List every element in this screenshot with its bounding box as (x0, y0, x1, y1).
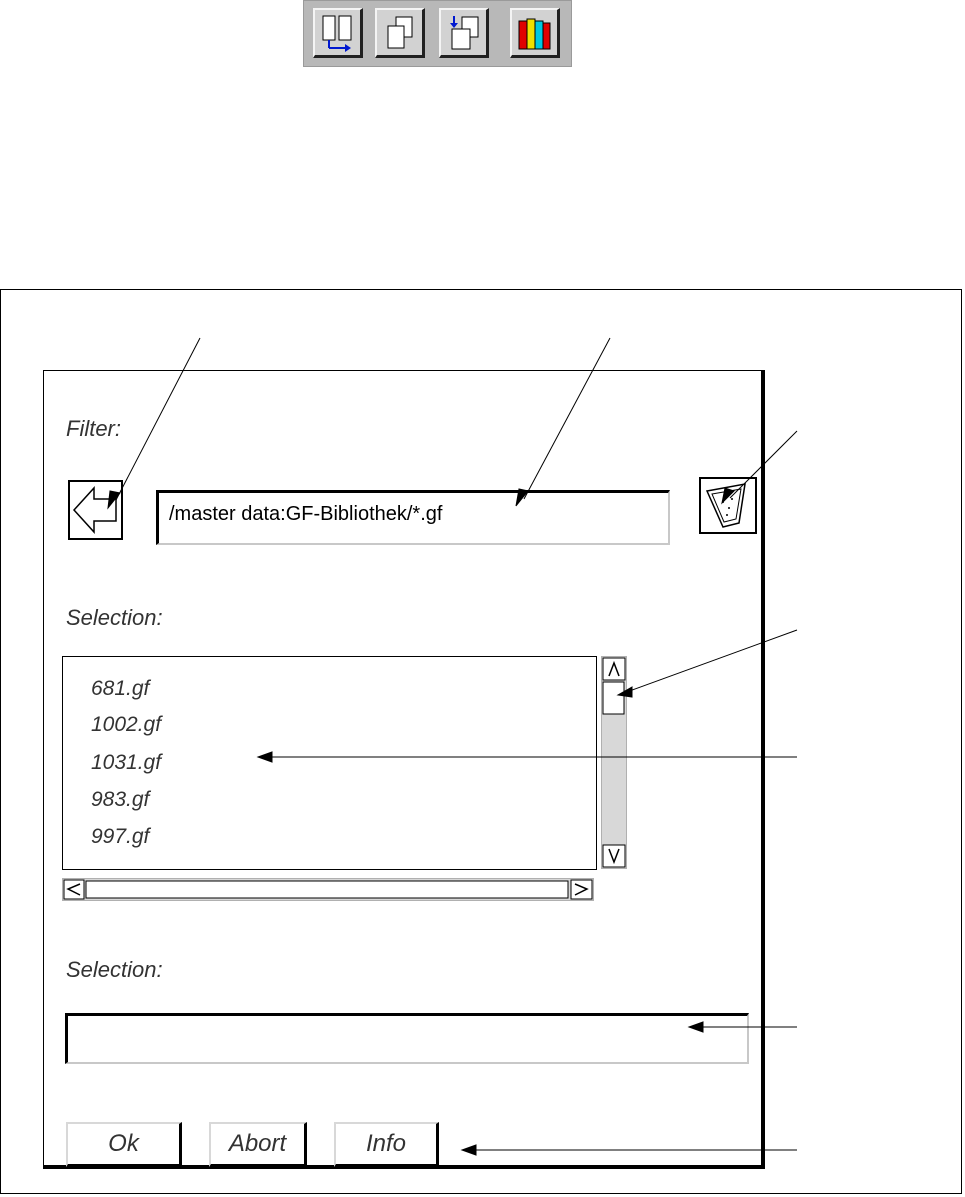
pointer-line-back-button (116, 338, 200, 500)
abort-button[interactable]: Abort (209, 1122, 307, 1167)
arrowhead (689, 1022, 703, 1032)
filter-input-value: /master data:GF-Bibliothek/*.gf (169, 503, 443, 525)
pointer-line-trash (730, 431, 797, 498)
list-item[interactable]: 983.gf (91, 788, 150, 811)
list-item[interactable]: 681.gf (91, 677, 150, 700)
arrowhead (258, 752, 272, 762)
arrowhead (516, 489, 528, 506)
list-item[interactable]: 1002.gf (91, 713, 162, 736)
info-button[interactable]: Info (334, 1122, 439, 1167)
arrowhead (462, 1145, 476, 1155)
pointer-line-scrollbar (624, 630, 797, 693)
pointer-line-filter-field (524, 338, 610, 499)
ok-button[interactable]: Ok (66, 1122, 182, 1167)
arrowhead (618, 687, 632, 697)
arrowhead (108, 491, 120, 508)
selection-field-label: Selection: (66, 957, 163, 982)
filter-label: Filter: (66, 416, 121, 441)
list-item[interactable]: 997.gf (91, 825, 150, 848)
list-item[interactable]: 1031.gf (91, 751, 162, 774)
selection-list-label: Selection: (66, 605, 163, 630)
